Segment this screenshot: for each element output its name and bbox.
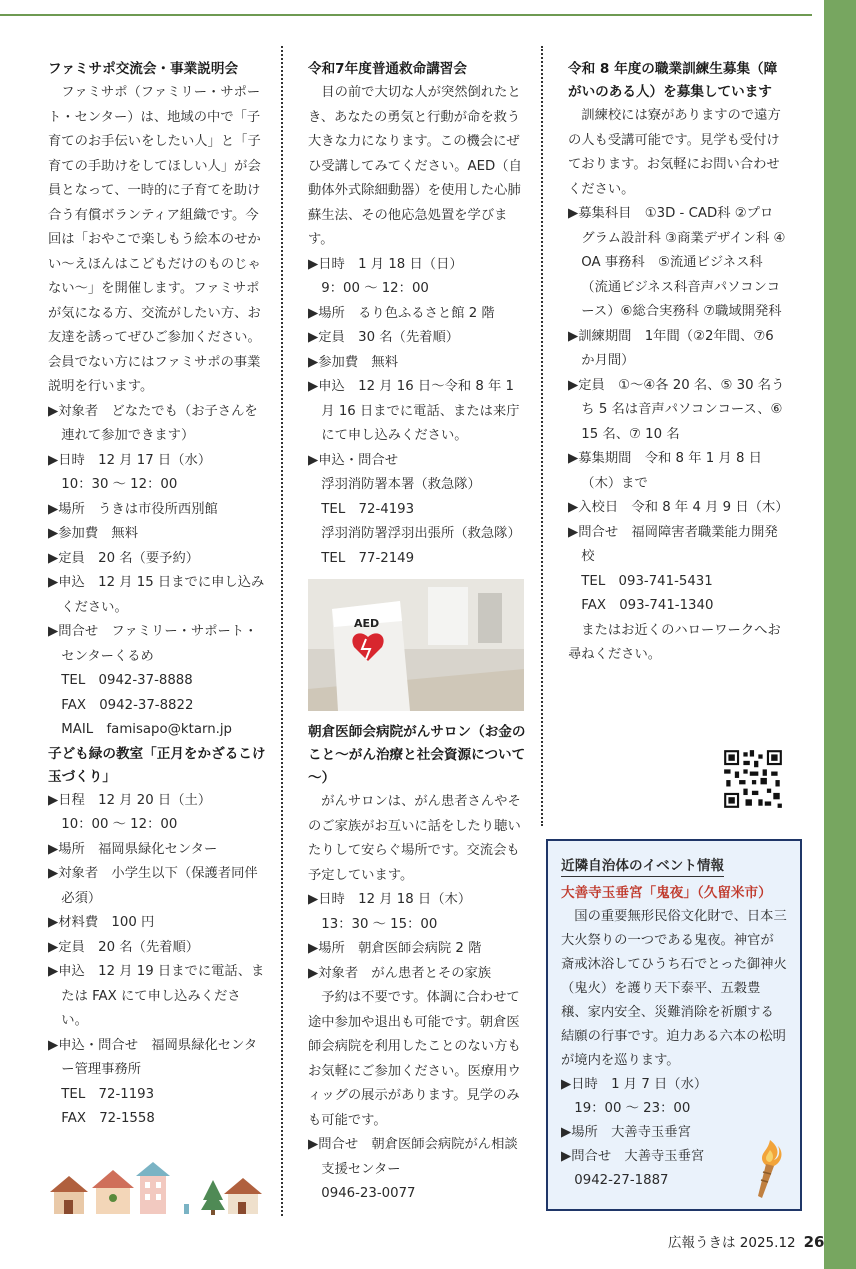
famisapo-capacity: ▶定員 20 名（要予約）	[48, 550, 200, 566]
famisapo-body: ファミサポ（ファミリー・サポート・センター）は、地域の中で「子育てのお手伝いをしたい人」と「子育ての手助けをしてほしい人」が会員となって、一時的に子育てを助け合う有償ボランティア組織です。今回は「おやこで楽しもう絵本のせかい～えほんはこどもだけのものじゃない～」を開催します。ファミサポが気になる方、交流がしたい方、お友達を誘ってぜひご参加ください。会員でない方にはファミサポの事業説明を行います。	[48, 85, 261, 394]
box-tel: 0942-27-1887	[574, 1173, 669, 1188]
cancer-salon-contact: ▶問合せ 朝倉医師会病院がん相談支援センター	[308, 1137, 518, 1177]
kokedama-target: ▶対象者 小学生以下（保護者同伴必須）	[48, 866, 258, 906]
first-aid-place: ▶場所 るり色ふるさと館 2 階	[308, 305, 495, 321]
cancer-salon-tel: 0946-23-0077	[321, 1186, 416, 1201]
vocational-recruit: ▶募集期間 令和 8 年 1 月 8 日（木）まで	[568, 451, 762, 491]
famisapo-fax: FAX 0942-37-8822	[61, 697, 194, 713]
vocational-entry: ▶入校日 令和 8 年 4 月 9 日（木）	[568, 500, 789, 515]
qr-code-icon[interactable]	[722, 748, 784, 810]
cancer-salon-place: ▶場所 朝倉医師会病院 2 階	[308, 941, 482, 956]
famisapo-apply: ▶申込 12 月 15 日までに申し込みください。	[48, 575, 265, 615]
section-title-famisapo: ファミサポ交流会・事業説明会	[48, 61, 239, 77]
torch-illustration	[750, 1136, 786, 1200]
kokedama-apply: ▶申込 12 月 19 日までに電話、または FAX にて申し込みください。	[48, 964, 265, 1028]
vocational-note: またはお近くのハローワークへお尋ねください。	[568, 622, 781, 662]
cancer-salon-target: ▶対象者 がん患者とその家族	[308, 965, 492, 981]
section-title-cancer-salon: 朝倉医師会病院がんサロン（お金のこと～がん治療と社会資源について～）	[308, 724, 526, 786]
top-rule	[0, 14, 812, 16]
footer	[668, 1231, 825, 1251]
cancer-salon-body2: 予約は不要です。体調に合わせて途中参加や退出も可能です。朝倉医師会病院を利用したことのない方もお気軽にご参加ください。医療用ウィッグの展示があります。見学のみも可能です。	[308, 990, 521, 1128]
famisapo-target: ▶対象者 どなたでも（お子さんを連れて参加できます）	[48, 403, 258, 443]
kokedama-fax: FAX 72-1558	[61, 1111, 155, 1126]
kokedama-fee: ▶材料費 100 円	[48, 915, 155, 930]
column-separator-2	[541, 46, 543, 826]
column-separator-1	[281, 46, 283, 1216]
first-aid-contact: ▶申込・問合せ	[308, 452, 399, 468]
vocational-period: ▶訓練期間 1年間（②2年間、⑦6か月間）	[568, 328, 774, 368]
section-title-kokedama: 子ども緑の教室「正月をかざるこけ玉づくり」	[48, 745, 266, 785]
box-body: 国の重要無形民俗文化財で、日本三大火祭りの一つである鬼夜。神官が斎戒沐浴してひうち石でとった御神火（鬼火）を護り天下泰平、五穀豊穣、家内安全、災難消除を祈願する結願の行事です。迫力ある六本の松明が境内を巡ります。	[561, 909, 787, 1068]
section-title-first-aid: 令和7年度普通救命講習会	[308, 61, 467, 77]
first-aid-time: 9：00 ～ 12：00	[321, 281, 429, 296]
kokedama-time: 10：00 ～ 12：00	[61, 817, 178, 832]
kokedama-place: ▶場所 福岡県緑化センター	[48, 841, 218, 857]
footer-publication: 広報うきは 2025.12	[668, 1235, 796, 1251]
first-aid-tel1: TEL 72-4193	[321, 501, 415, 517]
aed-label: AED	[354, 617, 380, 630]
kokedama-tel: TEL 72-1193	[61, 1086, 155, 1102]
famisapo-time: 10：30 ～ 12：00	[61, 477, 178, 492]
page-edge-bar	[824, 0, 856, 1269]
first-aid-org2: 浮羽消防署浮羽出張所（救急隊）TEL 77-2149	[321, 526, 521, 566]
cancer-salon-time: 13：30 ～ 15：00	[321, 916, 438, 932]
column-middle	[308, 58, 526, 1207]
vocational-capacity: ▶定員 ①～④各 20 名、⑤ 30 名うち 5 名は音声パソコンコース、⑥ 15 名、⑦ 10 名	[568, 377, 785, 442]
kokedama-contact: ▶申込・問合せ 福岡県緑化センター管理事務所	[48, 1037, 258, 1077]
kokedama-date: ▶日程 12 月 20 日（土）	[48, 792, 212, 808]
first-aid-org1: 浮羽消防署本署（救急隊）	[321, 477, 481, 492]
first-aid-fee: ▶参加費 無料	[308, 354, 399, 370]
box-subtitle: 大善寺玉垂宮「鬼夜」（久留米市）	[561, 885, 772, 901]
famisapo-contact: ▶問合せ ファミリー・サポート・センターくるめ	[48, 624, 258, 664]
column-left	[48, 58, 266, 1132]
cancer-salon-date: ▶日時 12 月 18 日（木）	[308, 892, 472, 907]
box-place: ▶場所 大善寺玉垂宮	[561, 1125, 691, 1140]
vocational-subjects: ▶募集科目 ①3D - CAD科 ②プログラム設計科 ③商業デザイン科 ④ OA 事務科 ⑤流通ビジネス科（流通ビジネス科音声パソコンコース）⑥総合実務科 ⑦職域開発科	[568, 206, 786, 319]
famisapo-mail: MAIL famisapo@ktarn.jp	[61, 722, 233, 737]
box-time: 19：00 ～ 23：00	[574, 1101, 691, 1116]
first-aid-body: 目の前で大切な人が突然倒れたとき、あなたの勇気と行動が命を救う大きな力になります。この機会にぜひ受講してみてください。AED（自動体外式除細動器）を使用した心肺蘇生法、その他応急処置を学びます。	[308, 85, 522, 247]
first-aid-apply: ▶申込 12 月 16 日～令和 8 年 1 月 16 日までに電話、または来庁にて申し込みください。	[308, 379, 520, 443]
vocational-body: 訓練校には寮がありますので遠方の人も受講可能です。見学も受付けております。お気軽にお問い合わせください。	[568, 108, 781, 197]
vocational-tel: TEL 093-741-5431	[581, 573, 713, 589]
kokedama-capacity: ▶定員 20 名（先着順）	[48, 939, 200, 955]
aed-photo	[308, 579, 524, 711]
box-date: ▶日時 1 月 7 日（水）	[561, 1077, 708, 1092]
box-heading: 近隣自治体のイベント情報	[561, 856, 724, 877]
first-aid-date: ▶日時 1 月 18 日（日）	[308, 256, 463, 272]
first-aid-capacity: ▶定員 30 名（先着順）	[308, 330, 460, 345]
houses-illustration	[48, 1160, 262, 1216]
famisapo-fee: ▶参加費 無料	[48, 526, 139, 541]
famisapo-tel: TEL 0942-37-8888	[61, 673, 193, 688]
famisapo-place: ▶場所 うきは市役所西別館	[48, 501, 218, 517]
cancer-salon-body: がんサロンは、がん患者さんやそのご家族がお互いに話をしたり聴いたりして安らぐ場所です。交流会も予定しています。	[308, 794, 521, 883]
section-title-vocational: 令和 8 年度の職業訓練生募集（障がいのある人）を募集しています	[568, 61, 778, 100]
famisapo-date: ▶日時 12 月 17 日（水）	[48, 452, 212, 468]
vocational-fax: FAX 093-741-1340	[581, 598, 714, 613]
box-contact: ▶問合せ 大善寺玉垂宮	[561, 1149, 705, 1164]
column-right	[568, 58, 789, 668]
vocational-contact: ▶問合せ 福岡障害者職業能力開発校	[568, 524, 778, 564]
page-number: 26	[803, 1233, 825, 1251]
